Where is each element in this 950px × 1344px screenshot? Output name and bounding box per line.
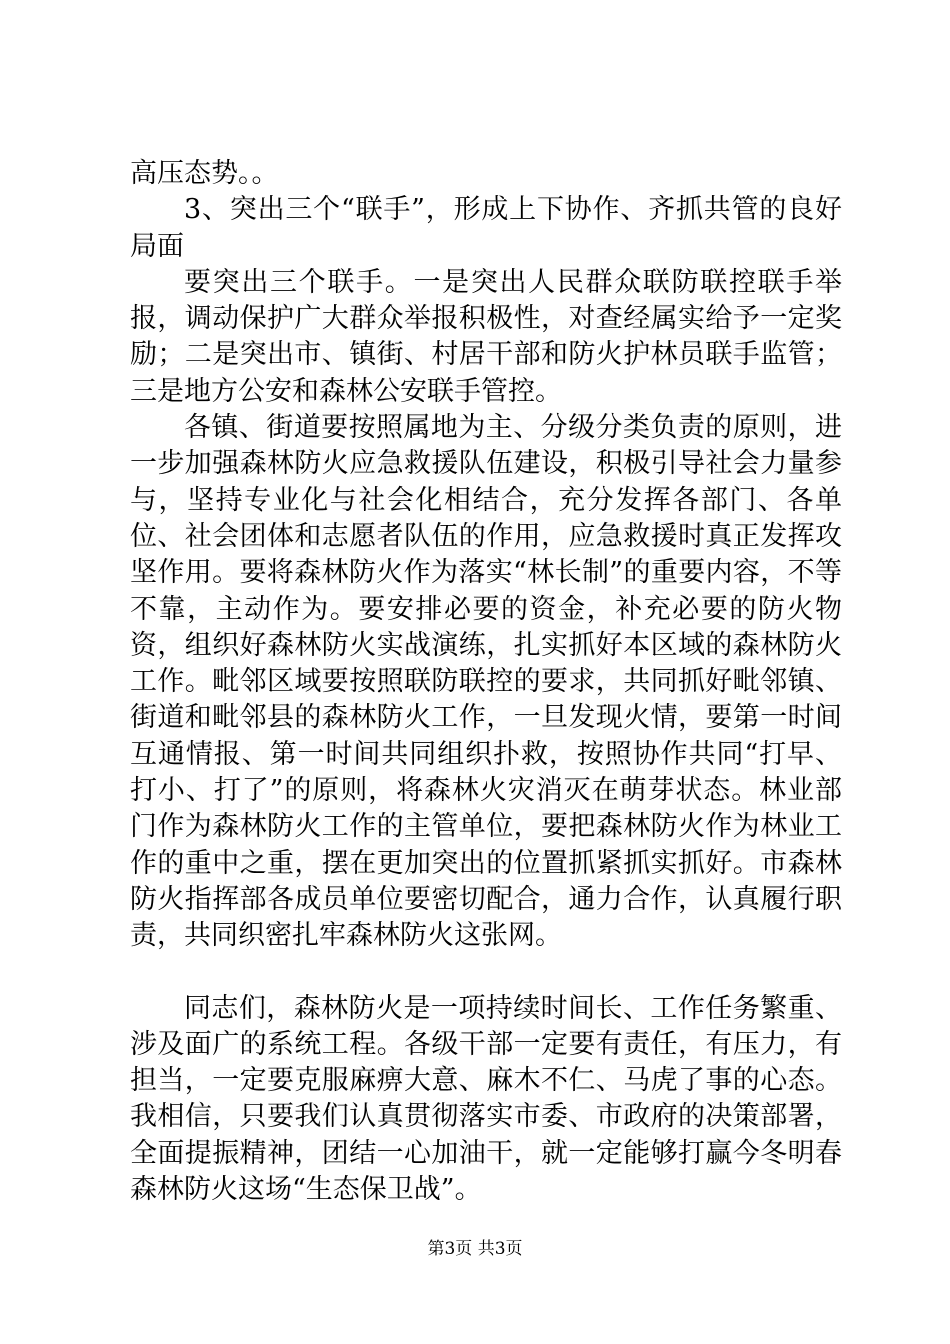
- document-body: [130, 156, 842, 1208]
- paragraph-gap: [130, 955, 842, 991]
- section-heading: 3、突出三个“联手”，形成上下协作、齐抓共管的良好局面: [130, 194, 842, 262]
- paragraph: 各镇、街道要按照属地为主、分级分类负责的原则，进一步加强森林防火应急救援队伍建设，积极引导社会力量参与，坚持专业化与社会化相结合，充分发挥各部门、各单位、社会团体和志愿者队伍的作用，应急救援时真正发挥攻坚作用。要将森林防火作为落实“林长制”的重要内容，不等不靠，主动作为。要安排必要的资金，补充必要的防火物资，组织好森林防火实战演练，扎实抓好本区域的森林防火工作。毗邻区域要按照联防联控的要求，共同抓好毗邻镇、街道和毗邻县的森林防火工作，一旦发现火情，要第一时间互通情报、第一时间共同组织扑救，按照协作共同“打早、打小、打了”的原则，将森林火灾消灭在萌芽状态。林业部门作为森林防火工作的主管单位，要把森林防火作为林业工作的重中之重，摆在更加突出的位置抓紧抓实抓好。市森林防火指挥部各成员单位要密切配合，通力合作，认真履行职责，共同织密扎牢森林防火这张网。: [130, 412, 842, 952]
- paragraph: 同志们，森林防火是一项持续时间长、工作任务繁重、涉及面广的系统工程。各级干部一定要有责任，有压力，有担当，一定要克服麻痹大意、麻木不仁、马虎了事的心态。我相信，只要我们认真贯彻落实市委、市政府的决策部署，全面提振精神，团结一心加油干，就一定能够打赢今冬明春森林防火这场“生态保卫战”。: [130, 992, 842, 1206]
- paragraph: 要突出三个联手。一是突出人民群众联防联控联手举报，调动保护广大群众举报积极性，对查经属实给予一定奖励；二是突出市、镇街、村居干部和防火护林员联手监管；三是地方公安和森林公安联手管控。: [130, 266, 842, 407]
- paragraph-continuation: 高压态势。。: [130, 158, 279, 189]
- page-footer: 第3页 共3页: [427, 1239, 523, 1259]
